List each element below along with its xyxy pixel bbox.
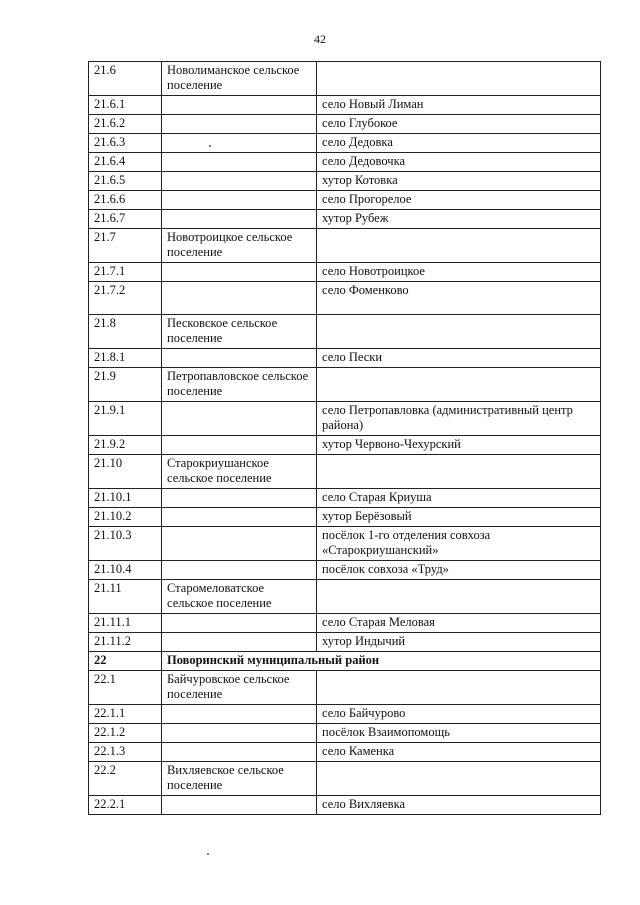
row-place — [317, 229, 601, 263]
table-row — [89, 489, 601, 508]
table-row — [89, 652, 601, 671]
table-row — [89, 436, 601, 455]
row-code: 21.6.1 — [89, 96, 162, 115]
settlements-table — [88, 61, 601, 815]
row-code: 21.6.7 — [89, 210, 162, 229]
row-settlement — [162, 172, 317, 191]
row-place: посёлок Взаимопомощь — [317, 724, 601, 743]
row-settlement — [162, 705, 317, 724]
row-settlement — [162, 153, 317, 172]
row-place — [317, 762, 601, 796]
row-settlement — [162, 633, 317, 652]
table-row — [89, 315, 601, 349]
row-settlement: Старомеловатское сельское поселение — [162, 580, 317, 614]
row-place: село Прогорелое — [317, 191, 601, 210]
row-place: село Старая Криуша — [317, 489, 601, 508]
scan-speck — [207, 853, 209, 855]
row-place: хутор Котовка — [317, 172, 601, 191]
row-settlement — [162, 743, 317, 762]
row-settlement — [162, 527, 317, 561]
row-code: 21.6 — [89, 62, 162, 96]
row-code: 22.2 — [89, 762, 162, 796]
row-settlement — [162, 402, 317, 436]
row-code: 21.7.1 — [89, 263, 162, 282]
table-row — [89, 561, 601, 580]
row-place: село Старая Меловая — [317, 614, 601, 633]
table-row — [89, 229, 601, 263]
table-row — [89, 172, 601, 191]
row-code: 21.10.2 — [89, 508, 162, 527]
row-code: 21.8 — [89, 315, 162, 349]
table-row — [89, 402, 601, 436]
row-settlement: Старокриушанское сельское поселение — [162, 455, 317, 489]
row-settlement — [162, 134, 317, 153]
row-settlement: Поворинский муниципальный район — [162, 652, 601, 671]
row-code: 22.1.1 — [89, 705, 162, 724]
row-place: посёлок 1-го отделения совхоза «Старокриушанский» — [317, 527, 601, 561]
row-settlement — [162, 614, 317, 633]
row-place: хутор Индычий — [317, 633, 601, 652]
row-code: 21.11.2 — [89, 633, 162, 652]
row-settlement — [162, 282, 317, 315]
row-code: 22 — [89, 652, 162, 671]
row-place — [317, 671, 601, 705]
row-place — [317, 315, 601, 349]
row-settlement — [162, 263, 317, 282]
table-row — [89, 62, 601, 96]
row-code: 21.9.2 — [89, 436, 162, 455]
table-row — [89, 115, 601, 134]
settlements-table-body — [89, 62, 601, 815]
table-row — [89, 527, 601, 561]
row-settlement — [162, 436, 317, 455]
row-place — [317, 455, 601, 489]
row-code: 22.1.3 — [89, 743, 162, 762]
row-code: 21.9.1 — [89, 402, 162, 436]
row-code: 21.8.1 — [89, 349, 162, 368]
row-settlement — [162, 796, 317, 815]
table-row — [89, 349, 601, 368]
row-settlement: Новолиманское сельское поселение — [162, 62, 317, 96]
table-row — [89, 671, 601, 705]
row-code: 21.10.3 — [89, 527, 162, 561]
row-place: село Пески — [317, 349, 601, 368]
row-place: хутор Берёзовый — [317, 508, 601, 527]
table-row — [89, 614, 601, 633]
scan-speck — [209, 145, 211, 147]
row-settlement — [162, 724, 317, 743]
table-row — [89, 153, 601, 172]
table-row — [89, 724, 601, 743]
row-place: село Глубокое — [317, 115, 601, 134]
table-row — [89, 96, 601, 115]
row-settlement — [162, 96, 317, 115]
table-row — [89, 134, 601, 153]
row-place: село Петропавловка (административный центр района) — [317, 402, 601, 436]
table-row — [89, 210, 601, 229]
row-code: 21.7.2 — [89, 282, 162, 315]
row-settlement — [162, 489, 317, 508]
table-row — [89, 508, 601, 527]
row-settlement — [162, 561, 317, 580]
row-code: 21.6.5 — [89, 172, 162, 191]
row-settlement: Петропавловское сельское поселение — [162, 368, 317, 402]
row-place: село Дедовочка — [317, 153, 601, 172]
row-code: 21.6.4 — [89, 153, 162, 172]
table-row — [89, 282, 601, 315]
row-settlement: Новотроицкое сельское поселение — [162, 229, 317, 263]
row-place: село Каменка — [317, 743, 601, 762]
row-settlement — [162, 115, 317, 134]
row-code: 22.2.1 — [89, 796, 162, 815]
row-code: 21.6.6 — [89, 191, 162, 210]
row-settlement — [162, 349, 317, 368]
row-place: посёлок совхоза «Труд» — [317, 561, 601, 580]
row-code: 21.6.2 — [89, 115, 162, 134]
page-number: 42 — [314, 32, 326, 46]
row-place — [317, 368, 601, 402]
row-settlement: Байчуровское сельское поселение — [162, 671, 317, 705]
row-code: 21.9 — [89, 368, 162, 402]
row-code: 22.1.2 — [89, 724, 162, 743]
row-code: 21.7 — [89, 229, 162, 263]
row-settlement — [162, 191, 317, 210]
row-code: 21.11 — [89, 580, 162, 614]
table-row — [89, 762, 601, 796]
row-settlement: Песковское сельское поселение — [162, 315, 317, 349]
table-row — [89, 368, 601, 402]
row-code: 21.10.4 — [89, 561, 162, 580]
row-place: село Фоменково — [317, 282, 601, 315]
row-code: 21.10.1 — [89, 489, 162, 508]
row-place: село Байчурово — [317, 705, 601, 724]
table-row — [89, 263, 601, 282]
row-code: 22.1 — [89, 671, 162, 705]
row-code: 21.10 — [89, 455, 162, 489]
table-row — [89, 796, 601, 815]
row-place: хутор Червоно-Чехурский — [317, 436, 601, 455]
table-row — [89, 705, 601, 724]
row-settlement — [162, 508, 317, 527]
row-place: село Дедовка — [317, 134, 601, 153]
row-place: село Вихляевка — [317, 796, 601, 815]
table-row — [89, 191, 601, 210]
row-place: село Новотроицкое — [317, 263, 601, 282]
row-settlement: Вихляевское сельское поселение — [162, 762, 317, 796]
table-row — [89, 580, 601, 614]
table-row — [89, 455, 601, 489]
row-code: 21.11.1 — [89, 614, 162, 633]
table-row — [89, 633, 601, 652]
table-row — [89, 743, 601, 762]
row-place: хутор Рубеж — [317, 210, 601, 229]
row-code: 21.6.3 — [89, 134, 162, 153]
row-place — [317, 62, 601, 96]
row-place: село Новый Лиман — [317, 96, 601, 115]
row-settlement — [162, 210, 317, 229]
row-place — [317, 580, 601, 614]
